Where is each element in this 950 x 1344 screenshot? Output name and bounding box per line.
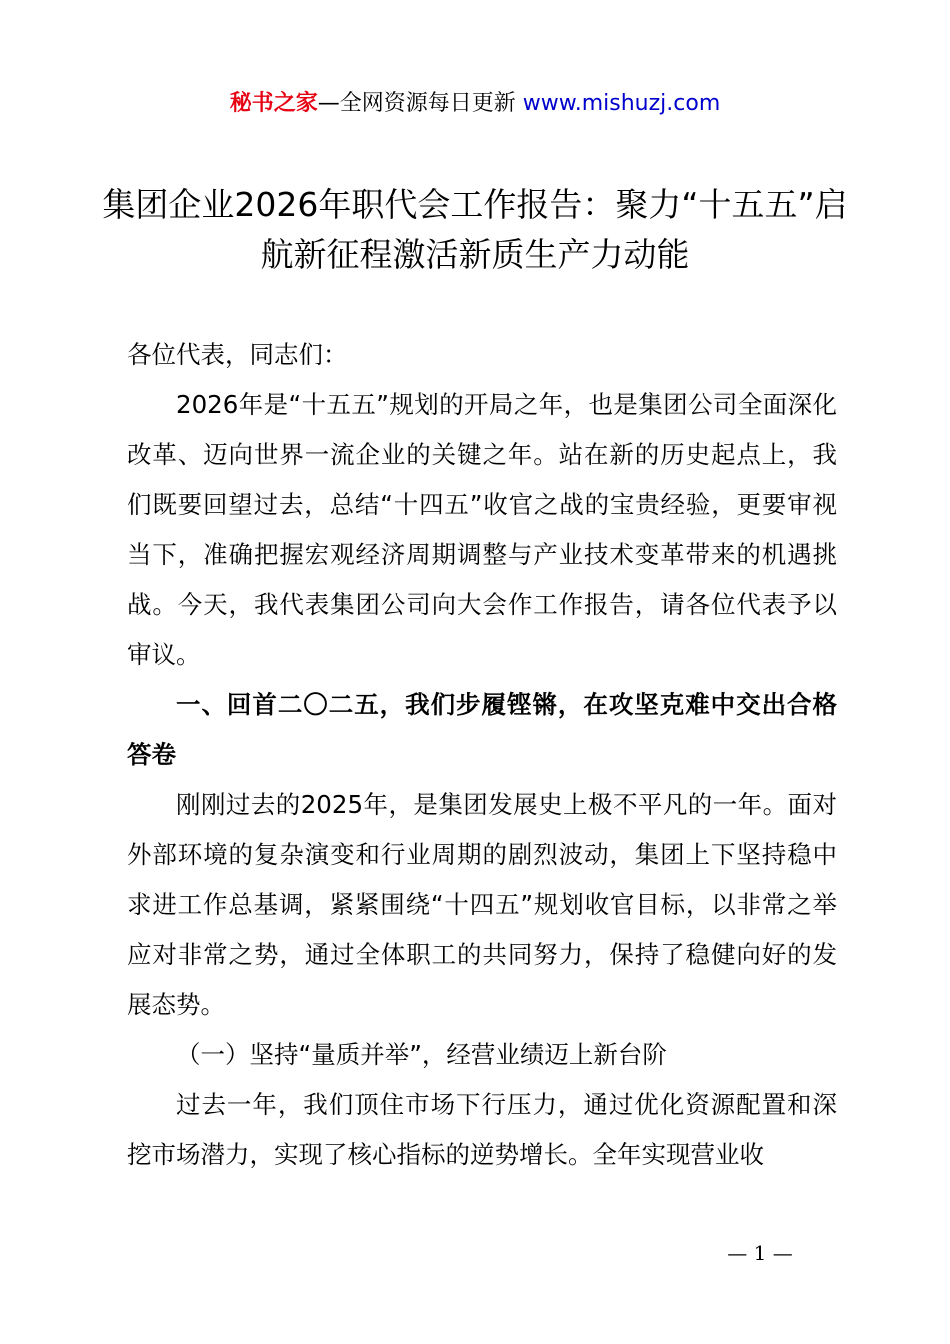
- page-number: — 1 —: [727, 1241, 793, 1265]
- paragraph-intro: 2026年是“十五五”规划的开局之年，也是集团公司全面深化改革、迈向世界一流企业的关键之年。站在新的历史起点上，我们既要回望过去，总结“十四五”收官之战的宝贵经验，更要审视当下，准确把握宏观经济周期调整与产业技术变革带来的机遇挑战。今天，我代表集团公司向大会作工作报告，请各位代表予以审议。: [127, 390, 837, 669]
- section-heading-1: 一、回首二〇二五，我们步履铿锵，在攻坚克难中交出合格答卷: [127, 690, 837, 769]
- brand-name: 秘书之家: [229, 91, 318, 116]
- site-url-link[interactable]: www.mishuzj.com: [522, 91, 721, 116]
- subsection-heading-1: （一）坚持“量质并举”，经营业绩迈上新台阶: [176, 1040, 667, 1069]
- header-tagline: —全网资源每日更新: [317, 91, 523, 116]
- salutation: 各位代表，同志们：: [127, 340, 348, 369]
- document-body: [127, 330, 837, 1180]
- document-title: 集团企业2026年职代会工作报告：聚力“十五五”启航新征程激活新质生产力动能: [102, 185, 848, 274]
- site-header: [0, 88, 950, 120]
- paragraph-review: 刚刚过去的2025年，是集团发展史上极不平凡的一年。面对外部环境的复杂演变和行业周期的剧烈波动，集团上下坚持稳中求进工作总基调，紧紧围绕“十四五”规划收官目标，以非常之举应对非常之势，通过全体职工的共同努力，保持了稳健向好的发展态势。: [127, 790, 837, 1019]
- paragraph-performance: 过去一年，我们顶住市场下行压力，通过优化资源配置和深挖市场潜力，实现了核心指标的逆势增长。全年实现营业收: [127, 1090, 837, 1169]
